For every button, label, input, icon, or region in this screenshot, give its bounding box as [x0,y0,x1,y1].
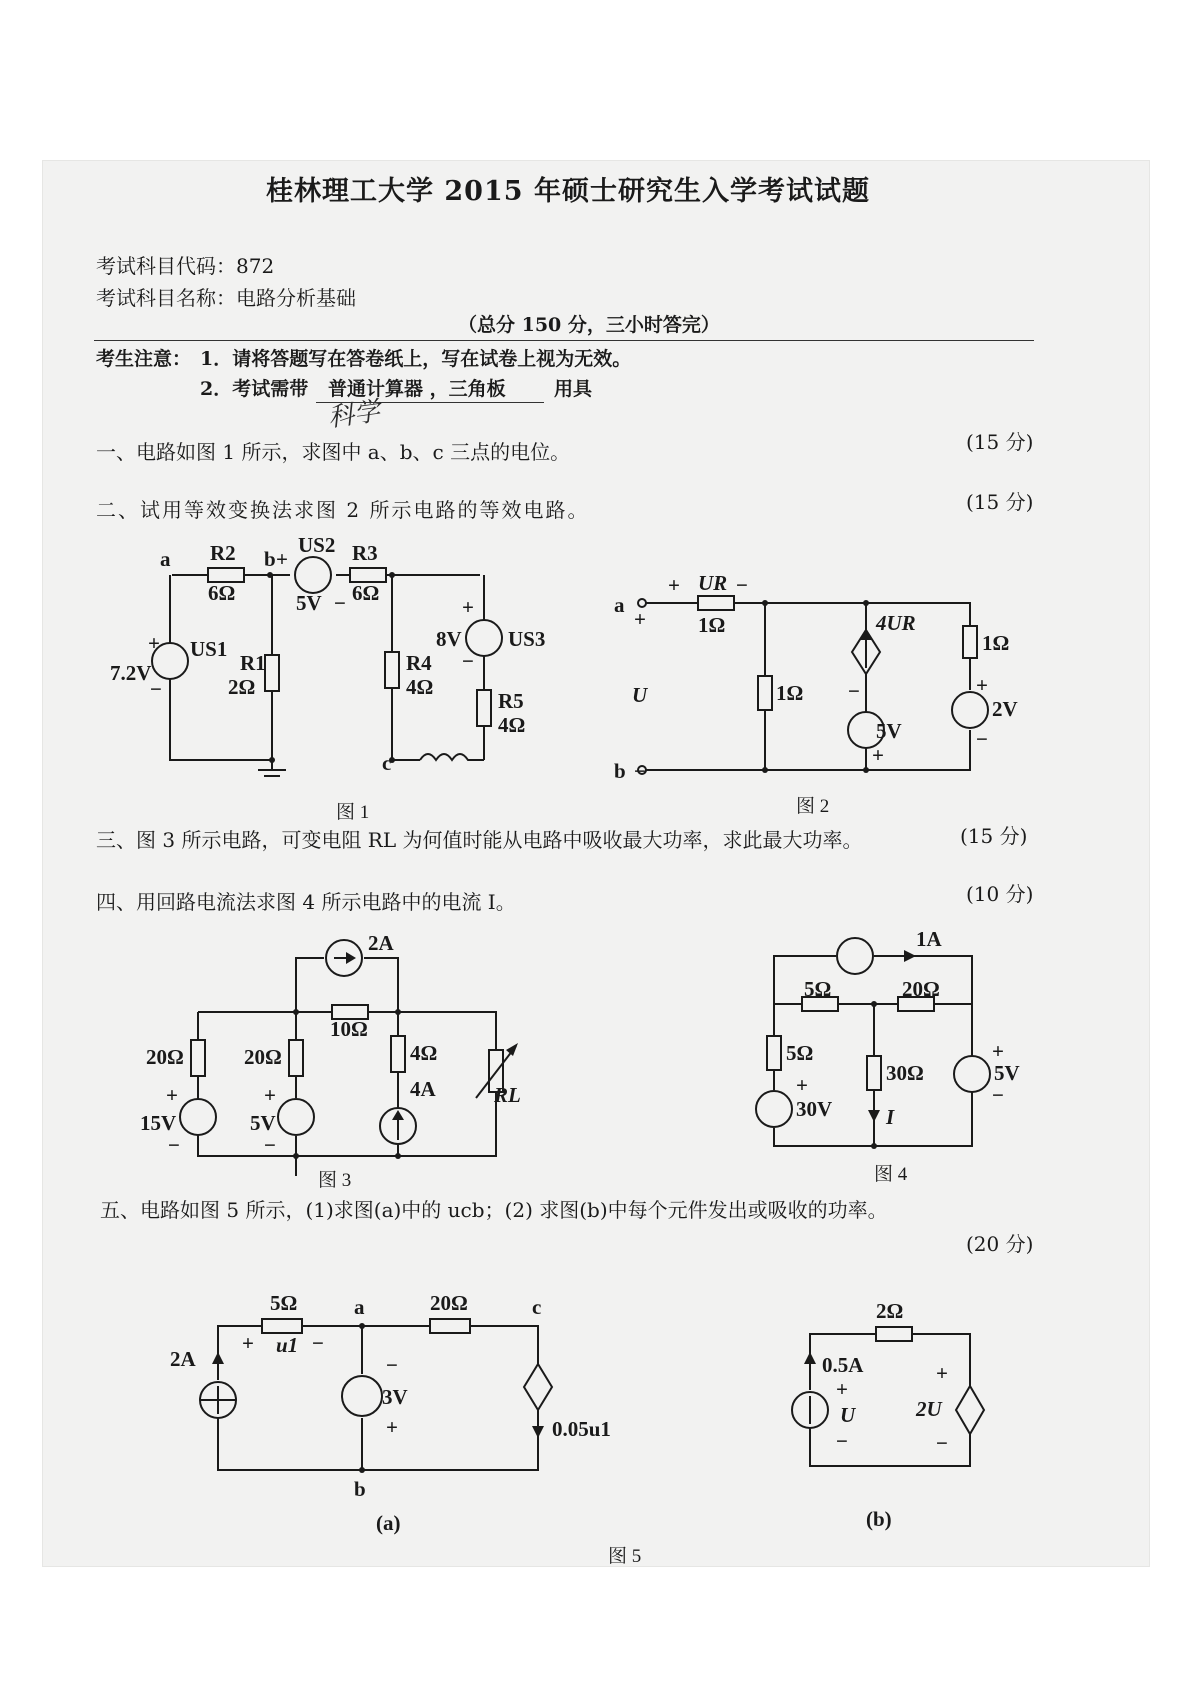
notes-item-1: 1．请将答题写在答卷纸上，写在试卷上视为无效。 [200,348,632,370]
fig5b-u-plus: + [836,1377,848,1401]
notes-item-2-suffix: 用具 [554,378,593,400]
fig4-r3-value: 5Ω [786,1041,814,1065]
fig4-vs-left-value: 30V [796,1097,833,1121]
fig5b-dep-label: 2U [916,1397,942,1421]
fig3-vs-left-minus: − [168,1133,180,1157]
fig1-r2-label: R2 [210,541,236,565]
fig1-us2-minus: − [334,591,346,615]
fig2-ur-plus: + [668,573,680,597]
fig2-ur-minus: − [736,573,748,597]
fig4-vs-left-plus: + [796,1073,808,1097]
fig1-r1-value: 2Ω [228,675,256,699]
fig1-node-b: b [264,547,276,571]
fig5b-u-label: U [840,1403,856,1427]
handwritten-mark: 科学 [326,396,382,434]
fig3-vs-mid-value: 5V [250,1111,276,1135]
fig2-dep-source-label: 4UR [876,611,916,635]
fig2-caption: 图 2 [796,796,830,817]
fig4-cs-top-label: 1A [916,927,942,951]
fig2-port-plus: + [634,607,646,631]
fig5a-node-a: a [354,1295,365,1319]
fig5a-dep-label: 0.05u1 [552,1417,611,1441]
fig1-us1-plus: + [148,631,160,655]
fig5a-u1-label: u1 [276,1333,299,1357]
fig5a-r-right-value: 20Ω [430,1291,468,1315]
fig5a-r-left-value: 5Ω [270,1291,298,1315]
fig1-us2-value: 5V [296,591,322,615]
fig5a-u1-plus: + [242,1331,254,1355]
fig1-us1-label: US1 [190,637,228,661]
notes-item-2-tools: 普通计算器 ，三角板 [328,378,506,400]
fig4-r4-value: 30Ω [886,1061,924,1085]
fig3-cs-mid-value: 4A [410,1077,436,1101]
fig2-r-right-value: 1Ω [982,631,1010,655]
question-2-points: (15 分) [966,490,1034,514]
fig1-r4-value: 4Ω [406,675,434,699]
question-4: 四、用回路电流法求图 4 所示电路中的电流 I。 [96,890,516,914]
fig2-ur-label: UR [698,571,728,595]
fig3-vs-mid-minus: − [264,1133,276,1157]
fig1-r5-value: 4Ω [498,713,526,737]
fig3-vs-left-plus: + [166,1083,178,1107]
fig3-rl-label: RL [494,1083,521,1107]
fig5b-dep-minus: − [936,1431,948,1455]
question-5: 五、电路如图 5 所示，(1)求图(a)中的 ucb；(2) 求图(b)中每个元件发出或吸收的功率。 [100,1198,888,1222]
subject-code: 考试科目代码：872 [96,254,275,278]
fig1-us1-minus: − [150,677,162,701]
fig1-r2-value: 6Ω [208,581,236,605]
fig2-vs-mid-plus: + [872,743,884,767]
fig4-vs-right-value: 5V [994,1061,1020,1085]
fig5b-sublabel: (b) [866,1507,892,1531]
fig5a-vs-plus: + [386,1415,398,1439]
fig2-port-voltage: U [632,683,648,707]
fig2-vs-mid-minus: − [848,679,860,703]
fig3-caption: 图 3 [318,1170,352,1191]
fig5b-dep-plus: + [936,1361,948,1385]
fig3-r-four-value: 4Ω [410,1041,438,1065]
fig5b-r-value: 2Ω [876,1299,904,1323]
fig2-vs-right-value: 2V [992,697,1018,721]
fig5a-sublabel: (a) [376,1511,401,1535]
fig1-us2-plus: + [276,547,288,571]
fig1-caption: 图 1 [336,802,370,823]
fig4-r2-value: 20Ω [902,977,940,1001]
fig1-r3-label: R3 [352,541,378,565]
fig5a-u1-minus: − [312,1331,324,1355]
fig2-r-top-value: 1Ω [698,613,726,637]
fig2-vs-right-plus: + [976,673,988,697]
fig4-vs-right-minus: − [992,1083,1004,1107]
fig3-r-mid-value: 20Ω [244,1045,282,1069]
fig2-port-minus: − [634,759,646,783]
fig1-us3-minus: − [462,649,474,673]
fig3-r-top-value: 10Ω [330,1017,368,1041]
fig5a-node-c: c [532,1295,542,1319]
fig1-r1-label: R1 [240,651,266,675]
fig3-cs-top-label: 2A [368,931,394,955]
fig1-r4-label: R4 [406,651,432,675]
fig4-r1-value: 5Ω [804,977,832,1001]
fig4-vs-right-plus: + [992,1039,1004,1063]
fig4-current-label: I [886,1105,895,1129]
fig1-us1-value: 7.2V [110,661,152,685]
fig1-us3-value: 8V [436,627,462,651]
fig1-r5-label: R5 [498,689,524,713]
fig5a-vs-value: 3V [382,1385,408,1409]
notes-label: 考生注意： [96,348,192,370]
question-1: 一、电路如图 1 所示，求图中 a、b、c 三点的电位。 [96,440,571,464]
subject-name: 考试科目名称：电路分析基础 [96,286,356,310]
fig3-vs-left-value: 15V [140,1111,177,1135]
question-3: 三、图 3 所示电路，可变电阻 RL 为何值时能从电路中吸收最大功率，求此最大功率。 [96,828,863,852]
fig1-node-a: a [160,547,171,571]
fig5b-u-minus: − [836,1429,848,1453]
question-1-points: (15 分) [966,430,1034,454]
question-5-points: (20 分) [966,1232,1034,1256]
fig2-r-mid-value: 1Ω [776,681,804,705]
fig1-us3-plus: + [462,595,474,619]
fig1-us2-label: US2 [298,533,336,557]
fig2-vs-right-minus: − [976,727,988,751]
question-3-points: (15 分) [960,824,1028,848]
fig5a-vs-minus: − [386,1353,398,1377]
fig2-vs-mid-value: 5V [876,719,902,743]
fig5a-node-b: b [354,1477,366,1501]
exam-title: 桂林理工大学 2015 年硕士研究生入学考试试题 [266,176,870,207]
fig5b-cs-label: 0.5A [822,1353,864,1377]
fig1-us3-label: US3 [508,627,546,651]
fig3-r-left-value: 20Ω [146,1045,184,1069]
question-4-points: (10 分) [966,882,1034,906]
fig5a-cs-label: 2A [170,1347,196,1371]
fig3-vs-mid-plus: + [264,1083,276,1107]
fig1-r3-value: 6Ω [352,581,380,605]
fig2-node-a: a [614,593,625,617]
fig5-caption: 图 5 [608,1546,642,1567]
fig4-caption: 图 4 [874,1164,908,1185]
notes-item-2-prefix: 2．考试需带 [200,378,309,400]
fig1-node-c: c [382,751,392,775]
fig2-node-b: b [614,759,626,783]
question-2: 二、试用等效变换法求图 2 所示电路的等效电路。 [96,498,590,522]
total-score: （总分 150 分，三小时答完） [458,314,720,336]
